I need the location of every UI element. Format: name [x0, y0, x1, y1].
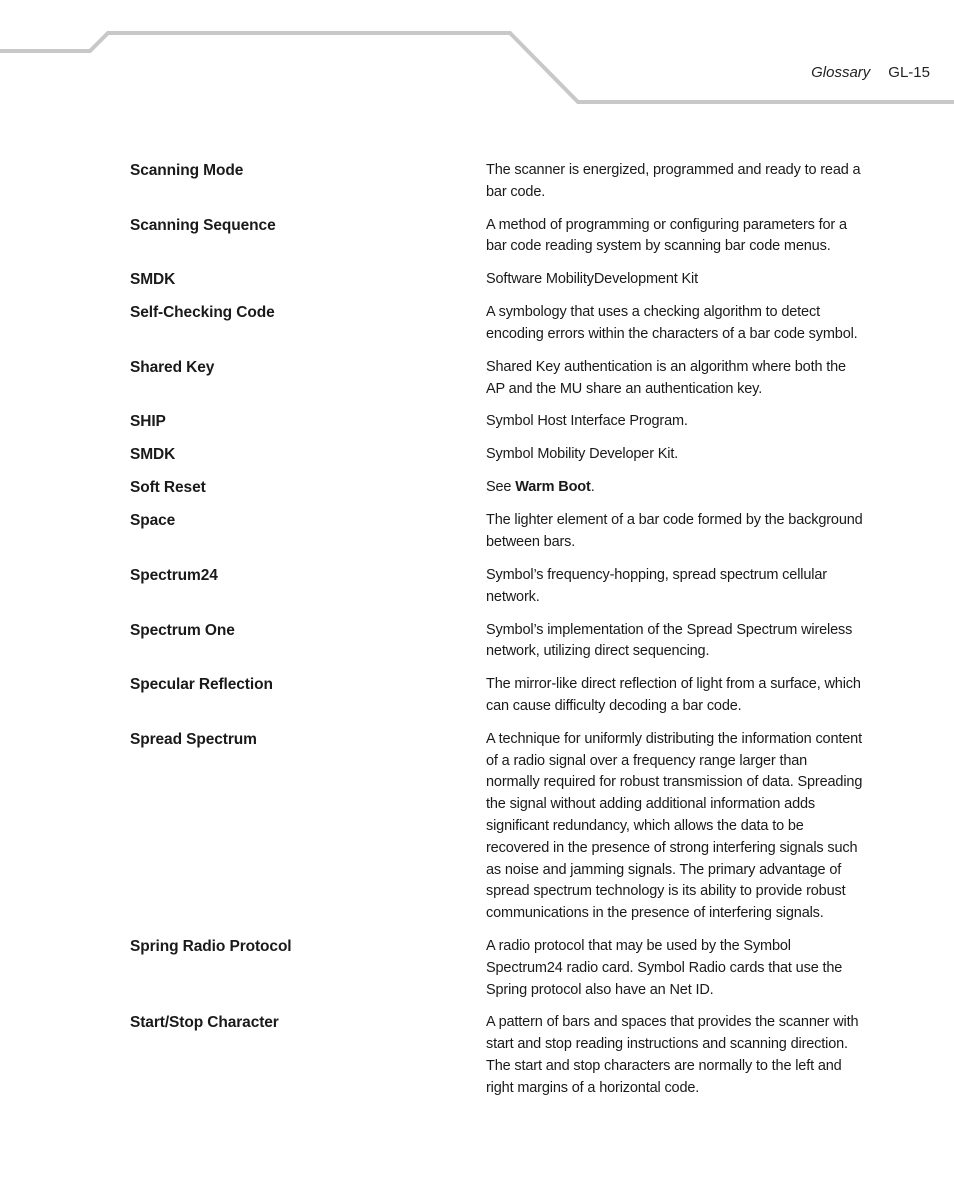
- glossary-term: SMDK: [130, 271, 176, 289]
- glossary-term: Spectrum One: [130, 621, 235, 639]
- glossary-definition: A symbology that uses a checking algorithm to detect encoding errors within the characters of a bar code symbol.: [486, 304, 858, 342]
- definition-suffix: .: [590, 479, 595, 496]
- glossary-definition: Shared Key authentication is an algorithm where both the AP and the MU share an authentication key.: [486, 358, 846, 397]
- glossary-entry: [130, 565, 870, 609]
- section-title: Glossary: [811, 64, 871, 81]
- glossary-definition: The mirror-like direct reflection of light from a surface, which can cause difficulty decoding a bar code.: [486, 676, 861, 714]
- glossary-entry: [130, 620, 870, 664]
- glossary-term: Start/Stop Character: [130, 1014, 279, 1032]
- glossary-term: Self-Checking Code: [130, 304, 275, 322]
- glossary-term: Spectrum24: [130, 566, 218, 584]
- glossary-entry: [130, 729, 870, 925]
- glossary-definition: The scanner is energized, programmed and ready to read a bar code.: [486, 162, 861, 200]
- glossary-entry: [130, 302, 870, 346]
- glossary-definition: Symbol’s implementation of the Spread Spectrum wireless network, utilizing direct sequencing.: [486, 621, 853, 660]
- glossary-entry: [130, 936, 870, 1001]
- glossary-entry: [130, 444, 870, 466]
- glossary-term: Space: [130, 512, 176, 530]
- glossary-definition: [486, 477, 864, 499]
- glossary-entry: [130, 1012, 870, 1099]
- glossary-list: [130, 160, 870, 1111]
- running-head: [811, 64, 930, 81]
- glossary-definition: A technique for uniformly distributing the information content of a radio signal over a frequency range larger than normally required for robust transmission of data. Spreading the signal without adding additional information adds significant redundancy, which allows the data to be recovered in the presence of strong interfering signals such as noise and jamming signals. The primary advantage of spread spectrum technology is its ability to provide robust communications in the presence of interfering signals.: [486, 730, 863, 922]
- glossary-definition: A radio protocol that may be used by the Symbol Spectrum24 radio card. Symbol Radio cards that use the Spring protocol also have an Net ID.: [486, 937, 843, 998]
- glossary-term: Shared Key: [130, 358, 215, 376]
- glossary-term: SHIP: [130, 413, 166, 431]
- glossary-term: Soft Reset: [130, 479, 206, 497]
- glossary-entry: [130, 160, 870, 204]
- glossary-definition: The lighter element of a bar code formed by the background between bars.: [486, 512, 863, 551]
- cross-reference-link[interactable]: Warm Boot: [515, 479, 591, 496]
- glossary-definition: A pattern of bars and spaces that provides the scanner with start and stop reading instructions and scanning direction. The start and stop characters are normally to the left and right margins of a horizontal code.: [486, 1014, 859, 1096]
- glossary-entry: [130, 411, 870, 433]
- glossary-definition: Symbol Mobility Developer Kit.: [486, 446, 679, 463]
- glossary-term: Spread Spectrum: [130, 730, 257, 748]
- glossary-term: Scanning Sequence: [130, 216, 276, 234]
- definition-prefix: See: [486, 479, 516, 496]
- glossary-entry: [130, 357, 870, 401]
- glossary-term: SMDK: [130, 446, 176, 464]
- glossary-term: Specular Reflection: [130, 676, 273, 694]
- glossary-term: Scanning Mode: [130, 162, 244, 179]
- glossary-entry: [130, 477, 870, 499]
- glossary-definition: Software MobilityDevelopment Kit: [486, 271, 698, 288]
- glossary-entry: [130, 510, 870, 554]
- glossary-entry: [130, 215, 870, 259]
- page-number: GL-15: [888, 64, 930, 81]
- glossary-entry: [130, 674, 870, 718]
- glossary-definition: A method of programming or configuring parameters for a bar code reading system by scanning bar code menus.: [486, 216, 847, 255]
- header-rule: [0, 0, 954, 120]
- glossary-term: Spring Radio Protocol: [130, 937, 292, 955]
- glossary-entry: [130, 269, 870, 291]
- glossary-definition: Symbol’s frequency-hopping, spread spectrum cellular network.: [486, 566, 827, 605]
- glossary-definition: Symbol Host Interface Program.: [486, 413, 688, 430]
